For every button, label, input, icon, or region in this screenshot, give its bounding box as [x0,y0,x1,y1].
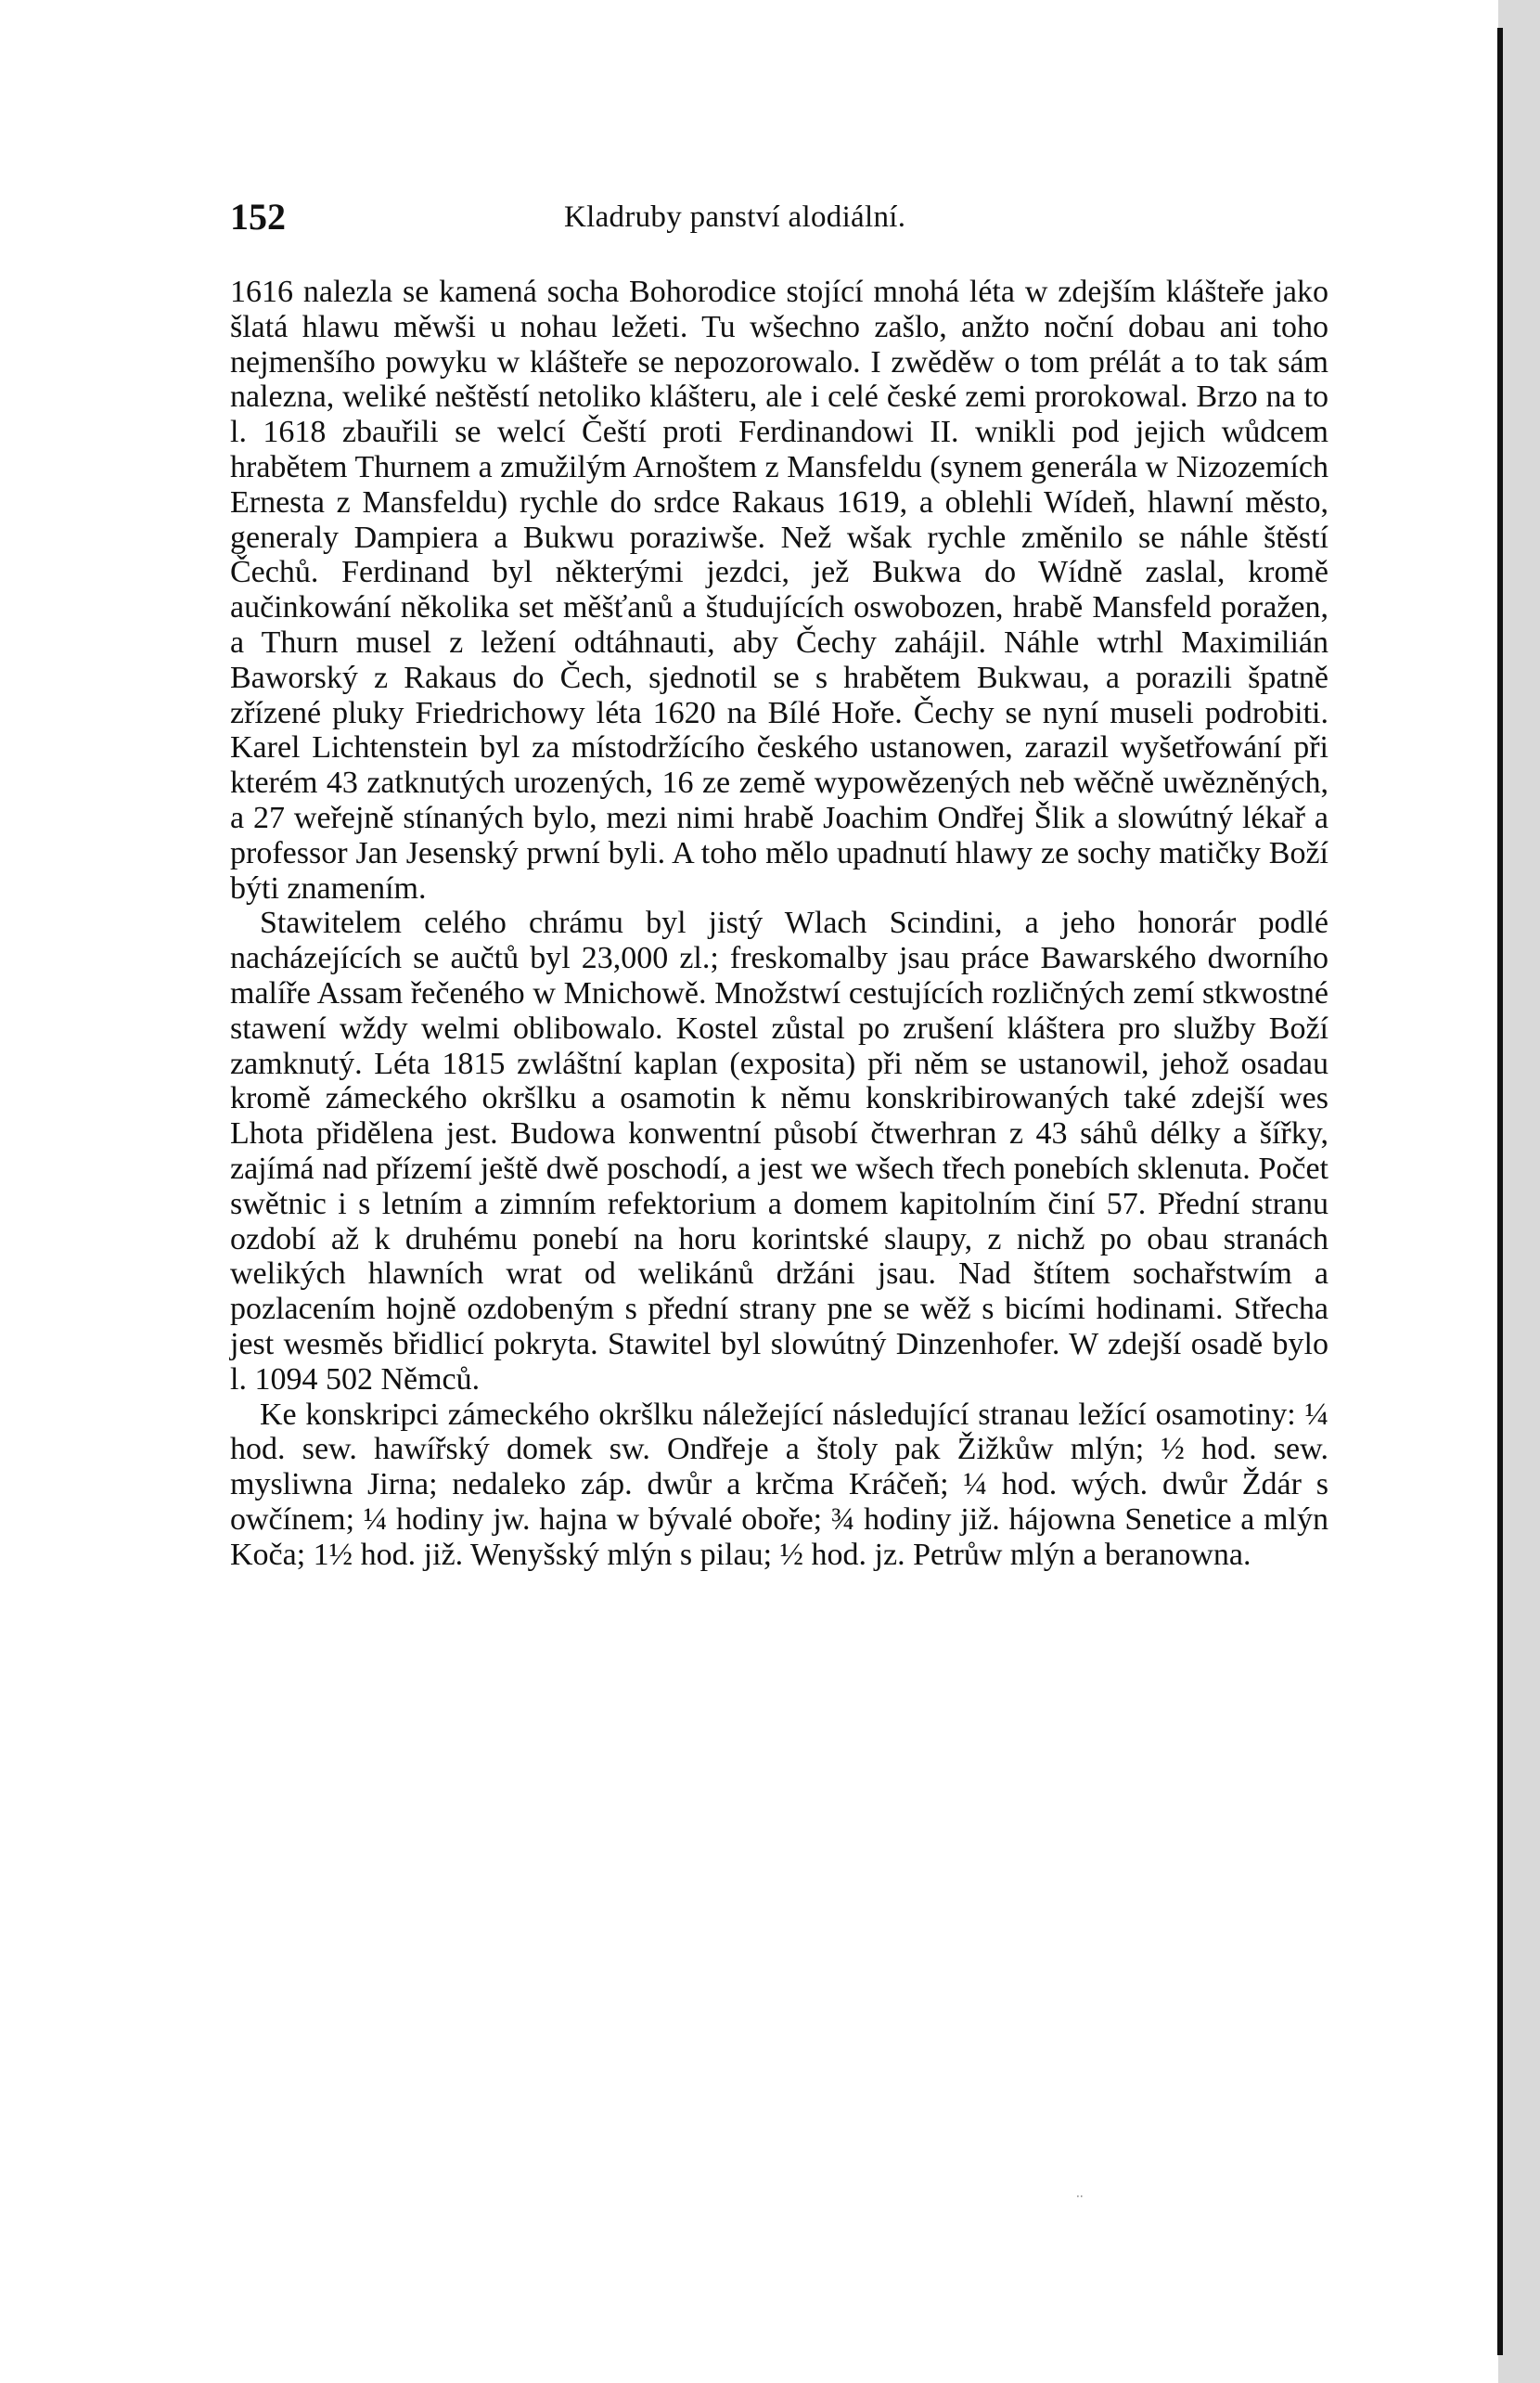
page-number: 152 [230,196,286,238]
paragraph-settlements: Ke konskripci zámeckého okršlku náležející následující stranau ležící osamotiny: ¼ hod. sew. hawířský domek sw. Ondřeje a štoly pak Žižkůw mlýn; ½ hod. sew. mysliwna Jirna; nedaleko záp. dwůr a krčma Kráčeň; ¼ hod. wých. dwůr Ždár s owčínem; ¼ hodiny jw. hajna w bývalé oboře; ¾ hodiny již. hájowna Senetice a mlýn Koča; 1½ hod. již. Wenyšský mlýn s pilau; ½ hod. jz. Petrůw mlýn a beranowna. [230,1397,1328,1572]
page-header [230,193,1328,241]
running-title: Kladruby panství alodiální. [564,200,906,234]
paragraph-church: Stawitelem celého chrámu byl jistý Wlach Scindini, a jeho honorár podlé nacházejících se aučtů byl 23,000 zl.; freskomalby jsau práce Bawarského dworního malíře Assam řečeného w Mnichowě. Množstwí cestujících rozličných zemí stkwostné stawení wždy welmi oblibowalo. Kostel zůstal po zrušení kláštera pro služby Boží zamknutý. Léta 1815 zwláštní kaplan (exposita) při něm se ustanowil, jehož osadau kromě zámeckého okršlku a osamotin k němu konskribirowaných také zdejší wes Lhota přidělena jest. Budowa konwentní působí čtwerhran z 43 sáhů délky a šířky, zajímá nad přízemí ještě dwě poschodí, a jest we wšech třech ponebích sklenuta. Počet swětnic i s letním a zimním refektorium a domem kapitolním činí 57. Přední stranu ozdobí až k druhému ponebí na horu korintské slaupy, z nichž po obau stranách welikých hlawních wrat od welikánů držáni jsau. Nad štítem sochařstwím a pozlacením hojně ozdobeným s přední strany pne se wěž s bicími hodinami. Střecha jest wesměs břidlicí pokryta. Stawitel byl slowútný Dinzenhofer. W zdejší osadě bylo l. 1094 502 Němců. [230,906,1328,1397]
body-text [230,275,1328,1572]
right-border-line [1497,28,1503,2355]
footer-mark: ·· [1076,2190,1084,2203]
paragraph-history: 1616 nalezla se kamená socha Bohorodice stojící mnohá léta w zdejším klášteře jako šlatá hlawu měwši u nohau ležeti. Tu wšechno zašlo, anžto noční dobau ani toho nejmenšího powyku w klášteře se nepozorowalo. I zwěděw o tom prélát a to tak sám nalezna, weliké neštěstí netoliko klášteru, ale i celé české zemi prorokowal. Brzo na to l. 1618 zbauřili se welcí Čeští proti Ferdinandowi II. wnikli pod jejich wůdcem hrabětem Thurnem a zmužilým Arnoštem z Mansfeldu (synem generála w Nizozemích Ernesta z Mansfeldu) rychle do srdce Rakaus 1619, a oblehli Wídeň, hlawní město, generaly Dampiera a Bukwu poraziwše. Než wšak rychle změnilo se náhle štěstí Čechů. Ferdinand byl některými jezdci, jež Bukwa do Wídně zaslal, kromě aučinkowání několika set měšťanů a študujících oswobozen, hrabě Mansfeld poražen, a Thurn musel z ležení odtáhnauti, aby Čechy zahájil. Náhle wtrhl Maximilián Baworský z Rakaus do Čech, sjednotil se s hrabětem Bukwau, a porazili špatně zřízené pluky Friedrichowy léta 1620 na Bílé Hoře. Čechy se nyní museli podrobiti. Karel Lichtenstein byl za místodržícího českého ustanowen, zarazil wyšetřowání při kterém 43 zatknutých urozených, 16 ze země wypowězených neb wěčně uwězněných, a 27 weřejně stínaných bylo, mezi nimi hrabě Joachim Ondřej Šlik a slowútný lékař a professor Jan Jesenský prwní byli. A toho mělo upadnutí hlawy ze sochy matičky Boží býti znamením. [230,275,1328,906]
page-edge-margin [1498,0,1540,2383]
